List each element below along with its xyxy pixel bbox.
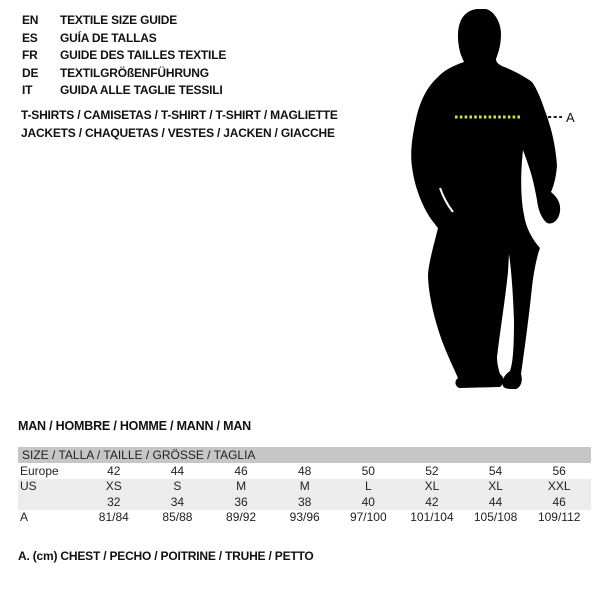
size-table-header: SIZE / TALLA / TAILLE / GRÖSSE / TAGLIA — [18, 447, 591, 463]
size-cell: L — [364, 479, 372, 494]
size-cell: 46 — [552, 494, 566, 509]
size-cell: 101/104 — [410, 510, 454, 525]
size-cell: S — [173, 479, 182, 494]
category-line-tshirts: T-SHIRTS / CAMISETAS / T-SHIRT / T-SHIRT / MAGLIETTE — [21, 108, 338, 122]
list-item — [22, 30, 226, 48]
category-line-jackets: JACKETS / CHAQUETAS / VESTES / JACKEN / GIACCHE — [21, 126, 335, 140]
size-cell: 93/96 — [289, 510, 320, 525]
language-code: DE — [22, 65, 39, 80]
size-cell: 81/84 — [98, 510, 129, 525]
size-cell: XL — [424, 479, 440, 494]
man-silhouette — [411, 9, 560, 389]
list-item — [22, 47, 226, 65]
list-item — [22, 12, 226, 30]
garment-categories — [21, 106, 338, 142]
size-cell: XS — [105, 479, 122, 494]
size-cell: M — [299, 479, 310, 494]
language-label: TEXTILGRÖßENFÜHRUNG — [60, 65, 209, 80]
size-cell: 48 — [298, 463, 312, 478]
size-cell: 46 — [234, 463, 248, 478]
language-code: FR — [22, 48, 38, 62]
language-label: GUÍA DE TALLAS — [60, 30, 157, 45]
size-cell: 97/100 — [349, 510, 387, 525]
size-cell: M — [236, 479, 247, 494]
language-guide-list — [22, 12, 226, 100]
size-cell: 34 — [170, 494, 185, 509]
size-cell: 54 — [488, 463, 503, 478]
row-label: US — [20, 479, 37, 494]
language-code: IT — [22, 83, 33, 97]
size-cell: 109/112 — [537, 510, 581, 525]
size-cell: 52 — [425, 463, 439, 478]
size-cell: 105/108 — [473, 510, 518, 525]
size-cell: XXL — [547, 479, 571, 494]
size-cell: 89/92 — [226, 510, 257, 525]
language-code: EN — [22, 13, 39, 27]
table-row-us — [18, 479, 591, 495]
table-row-uk — [18, 494, 591, 510]
language-label: GUIDE DES TAILLES TEXTILE — [60, 48, 227, 62]
size-cell: 42 — [107, 463, 121, 478]
size-cell: XL — [488, 479, 503, 494]
row-label: Europe — [20, 463, 59, 478]
size-cell: 38 — [298, 494, 312, 509]
language-label: GUIDA ALLE TAGLIE TESSILI — [60, 83, 223, 97]
size-cell: 32 — [107, 494, 121, 509]
list-item — [22, 65, 226, 83]
size-cell: 56 — [552, 463, 566, 478]
language-label: TEXTILE SIZE GUIDE — [60, 13, 178, 27]
size-table — [18, 447, 591, 525]
size-cell: 44 — [488, 494, 503, 509]
measure-label: A — [566, 110, 575, 125]
row-label: A — [20, 510, 29, 525]
size-cell: 85/88 — [162, 510, 193, 525]
size-cell: 50 — [361, 463, 375, 478]
section-title: MAN / HOMBRE / HOMME / MANN / MAN — [18, 419, 251, 433]
table-row-europe — [18, 463, 591, 479]
size-cell: 42 — [425, 494, 439, 509]
size-cell: 44 — [170, 463, 185, 478]
list-item — [22, 82, 226, 100]
language-code: ES — [22, 30, 38, 45]
man-silhouette-figure — [400, 0, 600, 400]
size-cell: 40 — [361, 494, 375, 509]
size-cell: 36 — [234, 494, 248, 509]
measurement-footnote: A. (cm) CHEST / PECHO / POITRINE / TRUHE / PETTO — [18, 549, 314, 563]
table-row-chest-a — [18, 510, 591, 526]
